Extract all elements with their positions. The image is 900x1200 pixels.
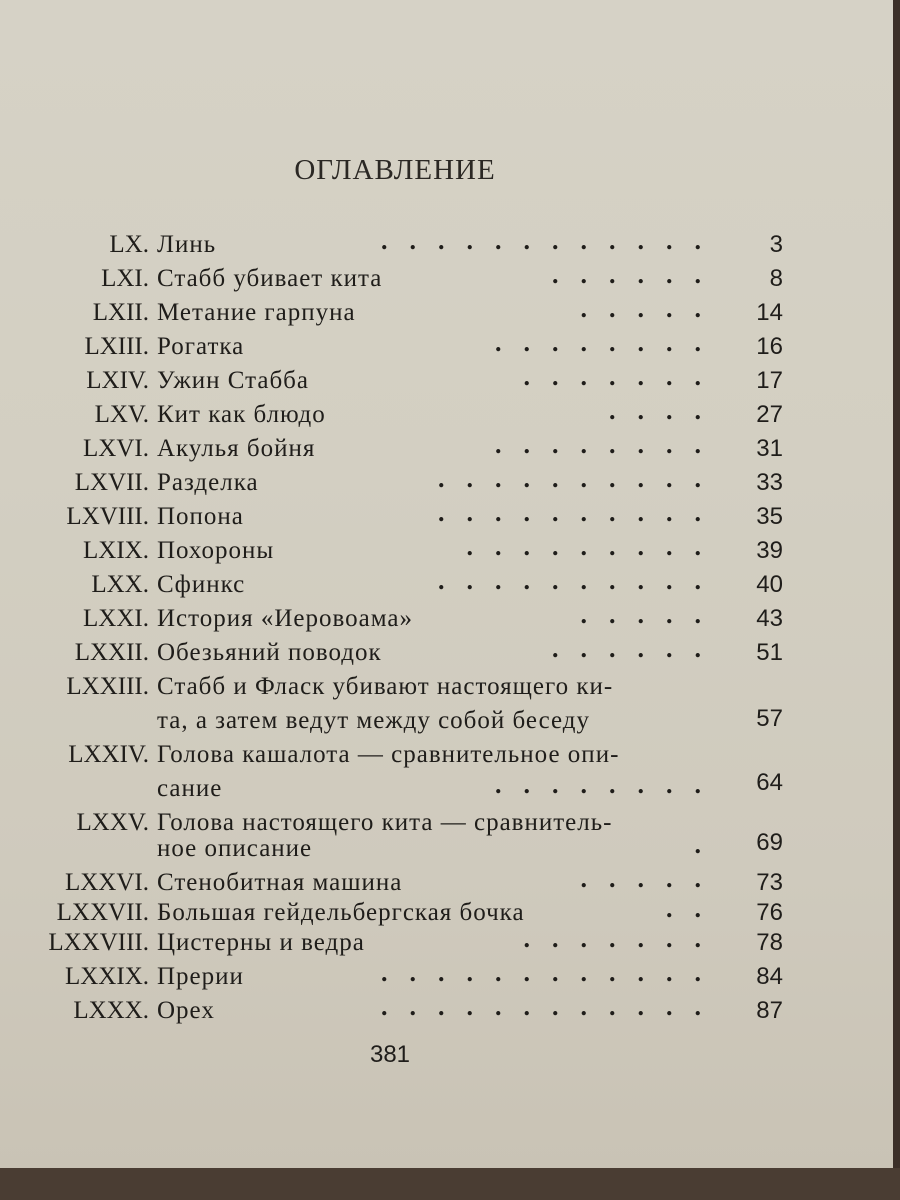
- page-number: 381: [369, 1041, 411, 1068]
- chapter-title: Орех: [157, 997, 215, 1024]
- page-reference: 87: [756, 997, 783, 1024]
- leader-dots: .....: [580, 600, 723, 629]
- page-reference: 8: [769, 265, 783, 292]
- page-reference: 27: [756, 401, 783, 428]
- chapter-number: LXIX.: [83, 537, 149, 564]
- page-reference: 33: [756, 469, 783, 496]
- chapter-title: Стенобитная машина: [157, 869, 403, 896]
- page-reference: 78: [756, 929, 783, 956]
- leader-dots: ..: [666, 894, 723, 923]
- chapter-title: История «Иеровоама»: [157, 605, 413, 632]
- leader-dots: ............: [381, 226, 723, 255]
- chapter-title: Голова кашалота — сравнительное опи-: [157, 741, 620, 768]
- chapter-title-continuation: сание: [157, 775, 223, 802]
- page-ref-row: [0, 636, 893, 672]
- chapter-number: LXIV.: [86, 367, 149, 394]
- chapter-number: LXII.: [92, 299, 149, 326]
- leader-dots: ..........: [438, 498, 723, 527]
- chapter-number: LXV.: [94, 401, 149, 428]
- leader-dots: .......: [523, 924, 723, 953]
- chapter-title: Стабб убивает кита: [157, 265, 383, 292]
- chapter-number: LXXVIII.: [48, 929, 149, 956]
- chapter-title: Метание гарпуна: [157, 299, 356, 326]
- page-reference: 69: [756, 829, 783, 856]
- leader-dots: ........: [495, 328, 723, 357]
- leader-dots: .......: [523, 362, 723, 391]
- chapter-number: LXIII.: [84, 333, 149, 360]
- chapter-title: Акулья бойня: [157, 435, 316, 462]
- chapter-number: LXVII.: [74, 469, 149, 496]
- page-reference: 43: [756, 605, 783, 632]
- page-reference: 57: [756, 705, 783, 732]
- page-ref-row: [0, 826, 893, 862]
- chapter-title: Линь: [157, 231, 217, 258]
- chapter-title: Попона: [157, 503, 244, 530]
- page-reference: 76: [756, 899, 783, 926]
- leader-dots: ......: [552, 634, 723, 663]
- chapter-title: Голова настоящего кита — сравнитель-: [157, 809, 613, 836]
- chapter-title: Стабб и Фласк убивают настоящего ки-: [157, 673, 614, 700]
- chapter-number: LXXI.: [83, 605, 149, 632]
- chapter-title: Большая гейдельбергская бочка: [157, 899, 525, 926]
- chapter-number: LXXV.: [76, 809, 149, 836]
- chapter-title: Рогатка: [157, 333, 245, 360]
- leader-dots: .....: [580, 864, 723, 893]
- page-reference: 51: [756, 639, 783, 666]
- leader-dots: .....: [580, 294, 723, 323]
- leader-dots: ............: [381, 992, 723, 1021]
- page-reference: 16: [756, 333, 783, 360]
- page-ref-row: [0, 994, 893, 1030]
- chapter-number: LXXIII.: [66, 673, 149, 700]
- page-reference: 84: [756, 963, 783, 990]
- leader-dots: ..........: [438, 464, 723, 493]
- page-ref-row: [0, 702, 893, 738]
- page-reference: 73: [756, 869, 783, 896]
- chapter-number: LXXIV.: [68, 741, 149, 768]
- page-title: ОГЛАВЛЕНИЕ: [294, 154, 496, 186]
- page-reference: 14: [756, 299, 783, 326]
- chapter-number: LXXIX.: [64, 963, 149, 990]
- chapter-number: LXI.: [101, 265, 149, 292]
- page-reference: 64: [756, 769, 783, 796]
- leader-dots: ....: [609, 396, 723, 425]
- page-reference: 35: [756, 503, 783, 530]
- leader-dots: .: [694, 830, 723, 859]
- page-reference: 40: [756, 571, 783, 598]
- chapter-title: Ужин Стабба: [157, 367, 309, 394]
- chapter-title-continuation: ное описание: [157, 835, 313, 862]
- toc-entry: [0, 670, 893, 706]
- book-edge: [893, 0, 900, 1200]
- chapter-number: LXVI.: [83, 435, 149, 462]
- chapter-number: LXXX.: [73, 997, 149, 1024]
- leader-dots: ..........: [438, 566, 723, 595]
- chapter-number: LXXII.: [74, 639, 149, 666]
- chapter-title: Цистерны и ведра: [157, 929, 365, 956]
- chapter-title: Прерии: [157, 963, 244, 990]
- leader-dots: ......: [552, 260, 723, 289]
- page-reference: 3: [769, 231, 783, 258]
- chapter-title: Разделка: [157, 469, 259, 496]
- book-cover-edge: [0, 1168, 900, 1200]
- chapter-number: LXXVII.: [56, 899, 149, 926]
- page-reference: 17: [756, 367, 783, 394]
- chapter-title: Обезьяний поводок: [157, 639, 382, 666]
- page-reference: 31: [756, 435, 783, 462]
- leader-dots: ........: [495, 430, 723, 459]
- chapter-title-continuation: та, а затем ведут между собой беседу: [157, 707, 591, 734]
- page-ref-row: [0, 766, 893, 802]
- chapter-number: LXXVI.: [64, 869, 149, 896]
- chapter-number: LXVIII.: [66, 503, 149, 530]
- leader-dots: .........: [466, 532, 723, 561]
- page-reference: 39: [756, 537, 783, 564]
- chapter-number: LX.: [109, 231, 149, 258]
- leader-dots: ........: [495, 770, 723, 799]
- chapter-title: Сфинкс: [157, 571, 246, 598]
- leader-dots: ............: [381, 958, 723, 987]
- chapter-number: LXX.: [91, 571, 149, 598]
- chapter-title: Кит как блюдо: [157, 401, 326, 428]
- chapter-title: Похороны: [157, 537, 275, 564]
